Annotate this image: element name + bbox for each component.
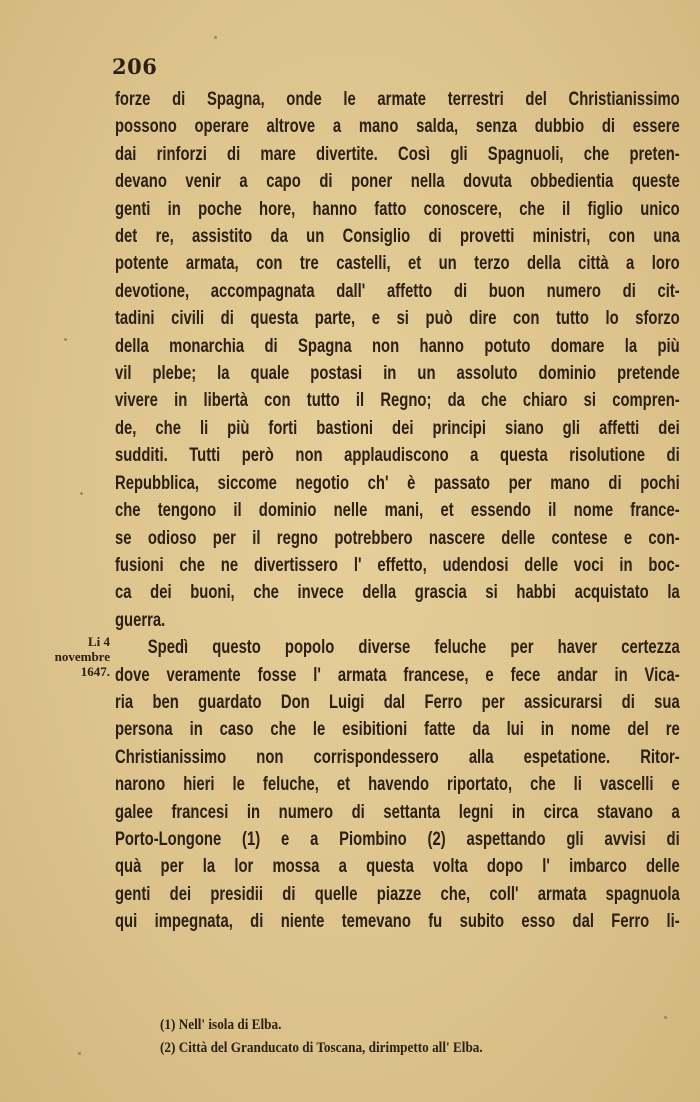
footnotes bbox=[160, 1014, 483, 1060]
body-text bbox=[115, 86, 680, 936]
text-line: ria ben guardato Don Luigi dal Ferro per assicurarsi di sua bbox=[115, 691, 680, 713]
text-line: det re, assistito da un Consiglio di provetti ministri, con una bbox=[115, 226, 680, 248]
text-line: forze di Spagna, onde le armate terrestri del Christianissimo bbox=[115, 89, 680, 110]
page-number: 206 bbox=[112, 54, 158, 79]
text-line: guerra. bbox=[115, 609, 166, 631]
text-line: galee francesi in numero di settanta legni in circa stavano a bbox=[115, 801, 680, 823]
text-line: tadini civili di questa parte, e si può dire con tutto lo sforzo bbox=[115, 308, 680, 330]
text-line: Porto-Longone (1) e a Piombino (2) aspettando gli avvisi di bbox=[115, 828, 680, 850]
text-line: che tengono il dominio nelle mani, et essendo il nome france- bbox=[115, 500, 680, 522]
text-line: se odioso per il regno potrebbero nascere delle contese e con- bbox=[115, 527, 680, 549]
text-line: qui impegnata, di niente temevano fu subito esso dal Ferro li- bbox=[115, 911, 680, 933]
text-line: potente armata, con tre castelli, et un terzo della città a loro bbox=[115, 253, 680, 275]
paper-speck bbox=[664, 1016, 667, 1019]
text-line: sudditi. Tutti però non applaudiscono a questa risolutione di bbox=[115, 445, 680, 467]
text-line: vil plebe; la quale postasi in un assoluto dominio pretende bbox=[115, 363, 680, 385]
text-line: fusioni che ne divertissero l' effetto, udendosi delle voci in boc- bbox=[115, 554, 680, 576]
margin-date-note bbox=[30, 634, 110, 679]
text-line: devotione, accompagnata dall' affetto di buon numero di cit- bbox=[115, 280, 680, 302]
text-line: persona in caso che le esibitioni fatte da lui in nome del re bbox=[115, 719, 680, 741]
text-line: possono operare altrove a mano salda, senza dubbio di essere bbox=[115, 116, 680, 138]
text-line: narono hieri le feluche, et havendo riportato, che li vascelli e bbox=[115, 774, 680, 796]
text-line: ca dei buoni, che invece della grascia si habbi acquistato la bbox=[115, 582, 680, 604]
paper-speck bbox=[214, 36, 217, 39]
text-line: Christianissimo non corrispondessero alla espetatione. Ritor- bbox=[115, 746, 680, 768]
paper-speck bbox=[64, 338, 67, 341]
footnote: (2) Città del Granducato di Toscana, dirimpetto all' Elba. bbox=[160, 1040, 483, 1056]
margin-note-line: Li 4 bbox=[87, 634, 110, 649]
text-line: vivere in libertà con tutto il Regno; da che chiaro si compren- bbox=[115, 390, 680, 412]
margin-note-line: 1647. bbox=[80, 664, 110, 679]
margin-note-line: novembre bbox=[54, 649, 110, 664]
text-line: della monarchia di Spagna non hanno potuto domare la più bbox=[115, 335, 680, 357]
text-line: dai rinforzi di mare divertite. Così gli Spagnuoli, che preten- bbox=[115, 143, 680, 165]
text-line: dove veramente fosse l' armata francese, e fece andar in Vica- bbox=[115, 664, 680, 686]
text-line: genti in poche hore, hanno fatto conoscere, che il figlio unico bbox=[115, 198, 680, 220]
text-line: Spedì questo popolo diverse feluche per haver certezza bbox=[147, 637, 680, 659]
text-line: devano venir a capo di poner nella dovuta obbedientia queste bbox=[115, 171, 680, 193]
paper-speck bbox=[80, 492, 83, 495]
footnote: (1) Nell' isola di Elba. bbox=[160, 1017, 282, 1033]
text-line: quà per la lor mossa a questa volta dopo l' imbarco delle bbox=[115, 856, 680, 878]
text-line: Repubblica, siccome negotio ch' è passato per mano di pochi bbox=[115, 472, 680, 494]
paper-speck bbox=[78, 1052, 81, 1055]
text-line: genti dei presidii di quelle piazze che, coll' armata spagnuola bbox=[115, 883, 680, 905]
text-line: de, che li più forti bastioni dei principi siano gli affetti dei bbox=[115, 417, 680, 439]
